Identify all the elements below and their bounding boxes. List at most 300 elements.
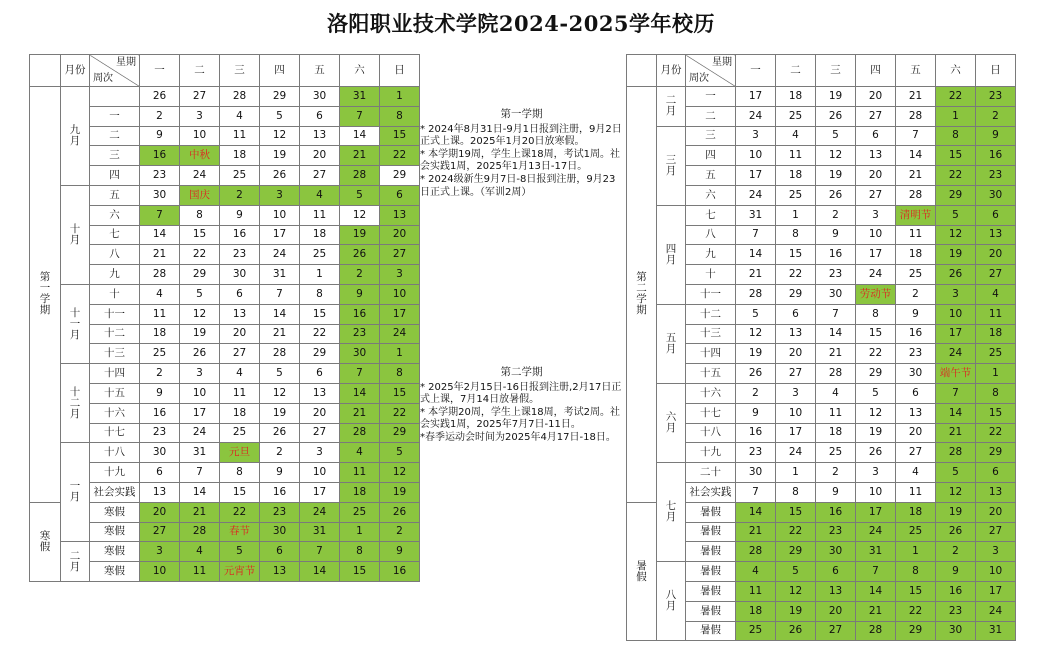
week-cell: 暑假 [686,522,736,542]
day-cell: 25 [896,265,936,285]
week-cell: 二 [90,126,140,146]
week-cell: 五 [686,166,736,186]
header-row [627,55,1016,87]
day-cell: 27 [140,522,180,542]
day-cell: 2 [260,443,300,463]
day-cell: 8 [856,304,896,324]
table-row [627,463,1016,483]
day-header: 一 [736,55,776,87]
week-cell: 寒假 [90,562,140,582]
day-cell: 12 [380,463,420,483]
day-cell: 9 [816,225,856,245]
day-cell: 26 [260,423,300,443]
table-row [627,581,1016,601]
day-cell: 31 [180,443,220,463]
day-cell: 20 [220,324,260,344]
day-cell: 2 [816,205,856,225]
table-row [627,344,1016,364]
second-semester-notes [420,366,623,445]
day-cell: 27 [380,245,420,265]
week-cell: 十五 [90,383,140,403]
day-cell: 29 [180,265,220,285]
day-cell: 9 [736,403,776,423]
holiday-cell: 元宵节 [220,562,260,582]
day-cell: 9 [260,463,300,483]
day-cell: 5 [936,205,976,225]
day-cell: 19 [180,324,220,344]
day-cell: 5 [380,443,420,463]
day-cell: 18 [896,245,936,265]
table-row [627,126,1016,146]
vertical-label: 十 一 月 [69,306,81,341]
day-cell: 22 [180,245,220,265]
day-cell: 12 [340,205,380,225]
week-cell: 七 [686,205,736,225]
day-cell: 8 [776,482,816,502]
day-cell: 3 [736,126,776,146]
week-cell: 十六 [90,403,140,423]
day-cell: 31 [260,265,300,285]
table-row [627,284,1016,304]
day-cell: 17 [736,87,776,107]
day-cell: 19 [260,403,300,423]
day-cell: 27 [976,265,1016,285]
day-cell: 22 [896,601,936,621]
table-row [627,265,1016,285]
day-cell: 23 [816,265,856,285]
semester-cell [30,87,61,503]
day-cell: 16 [340,304,380,324]
week-cell: 社会实践 [90,482,140,502]
day-cell: 25 [220,423,260,443]
day-cell: 29 [300,344,340,364]
day-cell: 26 [936,522,976,542]
table-row [30,185,420,205]
day-cell: 10 [140,562,180,582]
month-cell [61,542,90,582]
day-cell: 28 [340,423,380,443]
day-cell: 7 [300,542,340,562]
day-cell: 20 [776,344,816,364]
week-cell: 九 [90,265,140,285]
week-cell: 暑假 [686,502,736,522]
day-cell: 28 [180,522,220,542]
day-cell: 4 [976,284,1016,304]
day-cell: 16 [380,562,420,582]
month-cell [657,562,686,641]
day-cell: 14 [816,324,856,344]
day-cell: 25 [340,502,380,522]
day-cell: 18 [816,423,856,443]
week-cell: 二十 [686,463,736,483]
day-cell: 29 [380,423,420,443]
day-cell: 11 [816,403,856,423]
vertical-label: 十 二 月 [69,385,81,420]
day-cell: 17 [856,245,896,265]
day-cell: 2 [340,265,380,285]
day-cell: 14 [260,304,300,324]
week-cell: 七 [90,225,140,245]
day-cell: 19 [936,502,976,522]
week-cell: 六 [686,185,736,205]
day-cell: 14 [896,146,936,166]
day-cell: 22 [936,166,976,186]
table-row [627,482,1016,502]
day-cell: 3 [180,106,220,126]
day-cell: 16 [140,146,180,166]
holiday-cell: 清明节 [896,205,936,225]
day-cell: 23 [140,423,180,443]
day-cell: 30 [816,284,856,304]
day-header: 一 [140,55,180,87]
day-cell: 27 [856,106,896,126]
day-cell: 7 [736,225,776,245]
holiday-cell: 劳动节 [856,284,896,304]
day-cell: 21 [736,265,776,285]
day-cell: 2 [896,284,936,304]
day-cell: 19 [340,225,380,245]
day-cell: 17 [856,502,896,522]
day-cell: 5 [856,383,896,403]
day-cell: 21 [736,522,776,542]
day-cell: 26 [816,185,856,205]
day-cell: 30 [140,185,180,205]
day-cell: 1 [300,265,340,285]
day-cell: 21 [856,601,896,621]
holiday-cell: 元旦 [220,443,260,463]
day-cell: 17 [736,166,776,186]
day-cell: 20 [300,146,340,166]
day-cell: 25 [896,522,936,542]
vertical-label: 八 月 [665,589,677,613]
day-header: 六 [936,55,976,87]
day-cell: 4 [180,542,220,562]
day-cell: 16 [260,482,300,502]
week-cell: 一 [90,106,140,126]
day-cell: 27 [816,621,856,641]
day-cell: 11 [736,581,776,601]
day-header: 五 [300,55,340,87]
day-cell: 30 [976,185,1016,205]
day-cell: 5 [340,185,380,205]
day-cell: 8 [220,463,260,483]
day-cell: 24 [736,106,776,126]
day-cell: 30 [300,87,340,107]
day-cell: 10 [776,403,816,423]
day-cell: 20 [976,502,1016,522]
day-cell: 6 [976,463,1016,483]
day-cell: 18 [976,324,1016,344]
table-row [627,562,1016,582]
day-cell: 14 [180,482,220,502]
day-cell: 15 [776,245,816,265]
day-cell: 16 [816,245,856,265]
table-row [627,383,1016,403]
day-cell: 10 [936,304,976,324]
day-cell: 28 [896,106,936,126]
day-cell: 12 [736,324,776,344]
day-cell: 2 [140,106,180,126]
table-row [627,245,1016,265]
week-cell: 十三 [686,324,736,344]
day-cell: 24 [976,601,1016,621]
week-cell: 四 [686,146,736,166]
day-cell: 8 [896,562,936,582]
day-cell: 25 [816,443,856,463]
day-cell: 24 [260,245,300,265]
day-cell: 8 [936,126,976,146]
day-cell: 18 [340,482,380,502]
day-cell: 21 [340,146,380,166]
week-cell: 十一 [90,304,140,324]
notes-heading: 第二学期 [500,366,543,378]
week-cell: 十九 [90,463,140,483]
day-cell: 29 [896,621,936,641]
day-cell: 13 [300,383,340,403]
day-cell: 21 [896,87,936,107]
day-cell: 27 [300,423,340,443]
vertical-label: 暑 假 [636,559,647,583]
day-cell: 25 [220,166,260,186]
day-cell: 1 [976,364,1016,384]
day-cell: 30 [220,265,260,285]
day-header: 日 [976,55,1016,87]
day-cell: 7 [816,304,856,324]
day-cell: 26 [380,502,420,522]
week-cell: 十三 [90,344,140,364]
day-cell: 31 [340,87,380,107]
week-cell: 暑假 [686,621,736,641]
day-cell: 13 [220,304,260,324]
day-cell: 4 [896,463,936,483]
day-cell: 2 [816,463,856,483]
first-semester-notes [420,108,623,199]
day-cell: 14 [340,383,380,403]
day-cell: 24 [736,185,776,205]
week-cell: 十八 [686,423,736,443]
month-cell [657,126,686,205]
month-cell [61,185,90,284]
day-cell: 22 [856,344,896,364]
day-cell: 27 [856,185,896,205]
table-row [627,542,1016,562]
day-cell: 15 [776,502,816,522]
table-row [627,403,1016,423]
day-cell: 11 [180,562,220,582]
day-cell: 30 [896,364,936,384]
day-cell: 13 [976,482,1016,502]
holiday-cell: 春节 [220,522,260,542]
week-cell: 四 [90,166,140,186]
day-cell: 4 [340,443,380,463]
first-semester-calendar [29,54,420,582]
day-header: 二 [180,55,220,87]
day-cell: 7 [936,383,976,403]
day-cell: 19 [776,601,816,621]
day-cell: 28 [140,265,180,285]
day-cell: 23 [736,443,776,463]
week-cell: 十七 [686,403,736,423]
month-cell [61,284,90,363]
day-cell: 5 [776,562,816,582]
weekday-label: 星期 [116,57,136,68]
day-header: 四 [260,55,300,87]
day-cell: 7 [260,284,300,304]
day-cell: 3 [180,364,220,384]
vacation-cell [30,502,61,581]
day-cell: 15 [896,581,936,601]
day-cell: 30 [816,542,856,562]
day-cell: 26 [856,443,896,463]
day-cell: 23 [220,245,260,265]
day-cell: 23 [260,502,300,522]
day-cell: 27 [220,344,260,364]
day-cell: 4 [220,364,260,384]
note-line: * 2024级新生9月7日-8日报到注册，9月23日正式上课。（军训2周） [420,173,616,198]
day-cell: 4 [736,562,776,582]
day-cell: 24 [300,502,340,522]
vertical-label: 六 月 [665,411,677,435]
vertical-label: 一 月 [69,480,81,504]
day-cell: 8 [776,225,816,245]
day-cell: 4 [776,126,816,146]
day-cell: 20 [856,166,896,186]
day-cell: 9 [816,482,856,502]
day-header: 三 [220,55,260,87]
holiday-cell: 国庆 [180,185,220,205]
day-cell: 26 [736,364,776,384]
day-cell: 15 [220,482,260,502]
day-cell: 28 [220,87,260,107]
day-cell: 18 [736,601,776,621]
day-cell: 28 [736,542,776,562]
vertical-label: 五 月 [665,331,677,355]
day-cell: 30 [736,463,776,483]
day-cell: 17 [380,304,420,324]
day-cell: 4 [300,185,340,205]
vertical-label: 四 月 [665,242,677,266]
day-cell: 25 [736,621,776,641]
day-cell: 12 [856,403,896,423]
month-cell [657,205,686,304]
table-row [30,364,420,384]
day-cell: 28 [896,185,936,205]
note-line: * 本学期20周，学生上课18周，考试2周。社会实践1周，2025年7月7日-11日。 [420,406,620,431]
day-cell: 4 [140,284,180,304]
day-cell: 6 [300,364,340,384]
day-cell: 14 [340,126,380,146]
vertical-label: 三 月 [665,153,677,177]
table-row [627,601,1016,621]
day-cell: 20 [140,502,180,522]
day-cell: 17 [300,482,340,502]
day-cell: 8 [380,106,420,126]
day-cell: 5 [220,542,260,562]
month-cell [657,383,686,462]
day-cell: 18 [220,403,260,423]
day-cell: 24 [180,423,220,443]
day-cell: 2 [736,383,776,403]
day-cell: 28 [340,166,380,186]
day-cell: 7 [856,562,896,582]
day-cell: 26 [260,166,300,186]
day-cell: 6 [816,562,856,582]
day-cell: 24 [380,324,420,344]
week-cell: 暑假 [686,581,736,601]
day-cell: 30 [260,522,300,542]
day-cell: 23 [976,166,1016,186]
day-cell: 26 [180,344,220,364]
vacation-cell [627,502,657,641]
day-cell: 12 [260,126,300,146]
day-cell: 3 [936,284,976,304]
day-cell: 13 [816,581,856,601]
day-cell: 1 [776,463,816,483]
day-cell: 18 [300,225,340,245]
day-cell: 25 [776,106,816,126]
day-cell: 22 [776,522,816,542]
holiday-cell: 端午节 [936,364,976,384]
day-cell: 8 [380,364,420,384]
day-cell: 2 [380,522,420,542]
day-cell: 11 [220,383,260,403]
day-cell: 12 [936,225,976,245]
day-cell: 27 [300,166,340,186]
corner-cell [627,55,657,87]
day-cell: 10 [380,284,420,304]
week-cell: 十二 [90,324,140,344]
vertical-label: 第 一 学 期 [39,271,51,317]
week-cell: 十九 [686,443,736,463]
day-cell: 30 [936,621,976,641]
day-cell: 28 [936,443,976,463]
day-cell: 1 [380,344,420,364]
week-cell: 寒假 [90,542,140,562]
table-row [627,324,1016,344]
day-cell: 5 [180,284,220,304]
day-cell: 25 [776,185,816,205]
day-cell: 9 [220,205,260,225]
day-cell: 31 [856,542,896,562]
month-cell [61,364,90,443]
day-cell: 29 [260,87,300,107]
weekday-week-header [686,55,736,87]
day-cell: 11 [896,225,936,245]
week-cell: 六 [90,205,140,225]
day-cell: 21 [340,403,380,423]
day-cell: 18 [776,166,816,186]
day-cell: 1 [776,205,816,225]
week-cell: 五 [90,185,140,205]
table-row [627,502,1016,522]
table-row [627,205,1016,225]
day-header: 三 [816,55,856,87]
day-cell: 15 [340,562,380,582]
note-line: * 2024年8月31日-9月1日报到注册，9月2日正式上课。2025年1月20日放寒假。 [420,123,622,148]
weekday-week-header [90,55,140,87]
week-cell: 十六 [686,383,736,403]
day-header: 五 [896,55,936,87]
day-cell: 19 [816,87,856,107]
day-cell: 3 [976,542,1016,562]
month-cell [657,463,686,562]
day-cell: 23 [976,87,1016,107]
vertical-label: 二 月 [69,549,81,573]
day-cell: 24 [936,344,976,364]
day-cell: 26 [776,621,816,641]
table-row [30,443,420,463]
day-cell: 22 [220,502,260,522]
